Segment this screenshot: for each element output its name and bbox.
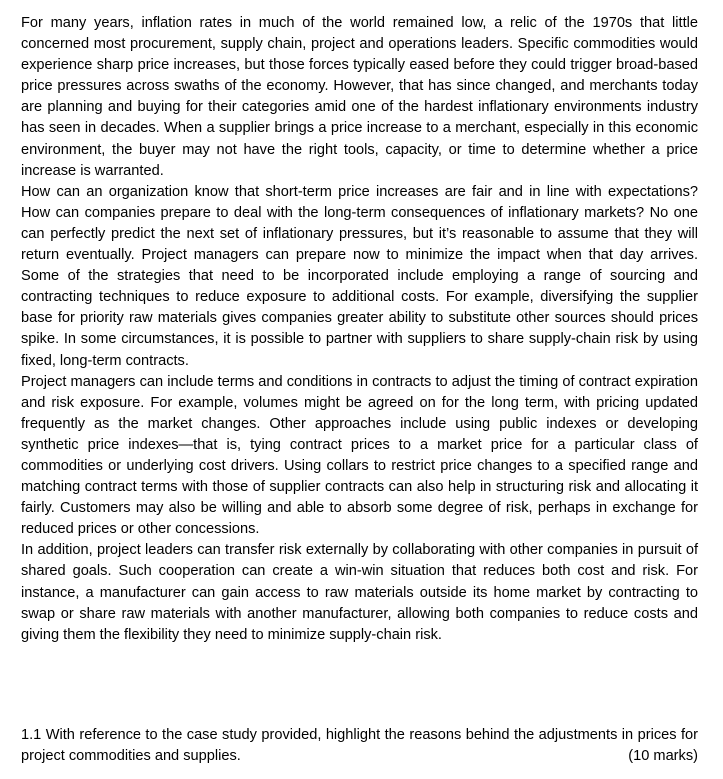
- question-marks: (10 marks): [628, 748, 698, 765]
- case-study-text: [21, 13, 698, 646]
- question-text: 1.1 With reference to the case study provided, highlight the reasons behind the adjustments in prices for project commodities and supplies.: [21, 727, 698, 765]
- case-study-paragraph-3: Project managers can include terms and conditions in contracts to adjust the timing of contract expiration and risk exposure. For example, volumes might be agreed on for the long term, with pricing updated frequently as the market changes. Other approaches include using public indexes or developing synthetic price indexes—that is, tying contract prices to a market price for a particular class of commodities or underlying cost drivers. Using collars to restrict price changes to a specified range and matching contract terms with those of supplier contracts can also help in structuring risk and allocating it fairly. Customers may also be willing and able to absorb some degree of risk, perhaps in exchange for reduced prices or other concessions.: [21, 373, 698, 538]
- case-study-paragraph-4: In addition, project leaders can transfer risk externally by collaborating with other companies in pursuit of shared goals. Such cooperation can create a win-win situation that reduces both cost and risk. For instance, a manufacturer can gain access to raw materials outside its home market by contracting to swap or share raw materials with another manufacturer, allowing both companies to reduce costs and giving them the flexibility they need to minimize supply-chain risk.: [21, 542, 698, 643]
- case-study-paragraph-1: For many years, inflation rates in much of the world remained low, a relic of the 1970s that little concerned most procurement, supply chain, project and operations leaders. Specific commodities would experience sharp price increases, but those forces typically eased before they could trigger broad-based price pressures across swaths of the economy. However, that has since changed, and merchants today are planning and buying for their categories amid one of the hardest inflationary environments industry has seen in decades. When a supplier brings a price increase to a merchant, especially in this economic environment, the buyer may not have the right tools, capacity, or time to determine whether a price increase is warranted.: [21, 15, 698, 179]
- case-study-paragraph-2: How can an organization know that short-term price increases are fair and in line with expectations? How can companies prepare to deal with the long-term consequences of inflationary markets? No one can perfectly predict the next set of inflationary pressures, but it’s reasonable to assume that they will return eventually. Project managers can prepare now to minimize the impact when that day arrives. Some of the strategies that need to be incorporated include employing a range of sourcing and contracting techniques to reduce exposure to additional costs. For example, diversifying the supplier base for priority raw materials gives companies greater ability to substitute other sources should prices spike. In some circumstances, it is possible to partner with suppliers to share supply-chain risk by using fixed, long-term contracts.: [21, 183, 698, 369]
- question-1-1: [21, 725, 698, 767]
